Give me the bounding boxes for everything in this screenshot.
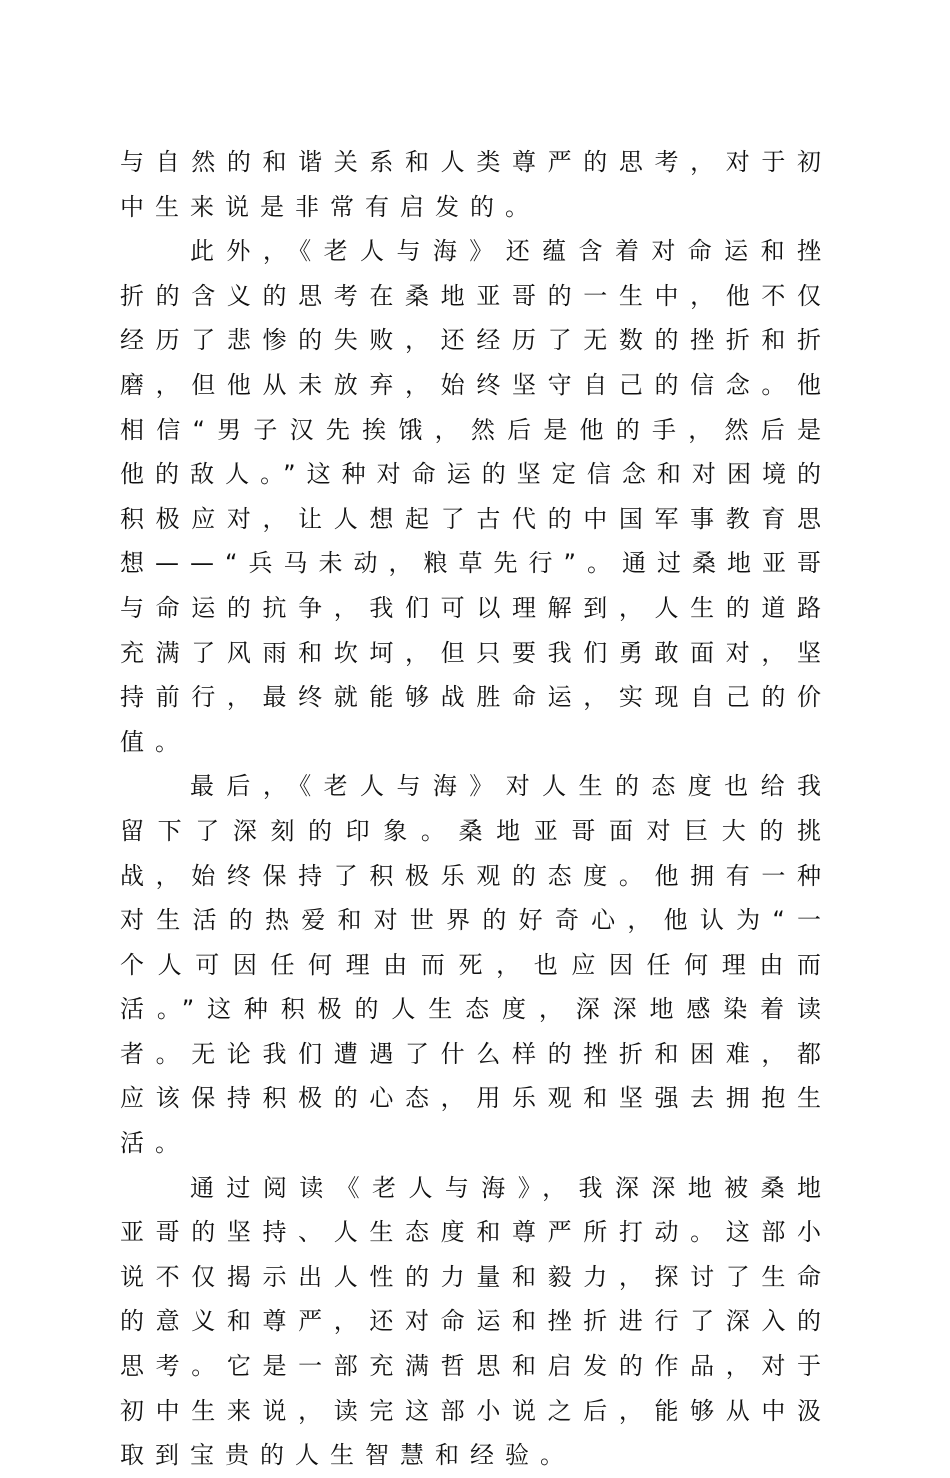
paragraph-fate-and-setbacks: 此外，《老人与海》还蕴含着对命运和挫折的含义的思考在桑地亚哥的一生中，他不仅经历了悲惨的失败，还经历了无数的挫折和折磨，但他从未放弃，始终坚守自己的信念。他相信“男子汉先挨饿，然后是他的手，然后是他的敌人。”这种对命运的坚定信念和对困境的积极应对，让人想起了古代的中国军事教育思想——“兵马未动，粮草先行”。通过桑地亚哥与命运的抗争，我们可以理解到，人生的道路充满了风雨和坎坷，但只要我们勇敢面对，坚持前行，最终就能够战胜命运，实现自己的价值。	[120, 237, 832, 756]
paragraph-continuation: 与自然的和谐关系和人类尊严的思考，对于初中生来说是非常有启发的。	[120, 148, 832, 221]
paragraph-conclusion: 通过阅读《老人与海》，我深深地被桑地亚哥的坚持、人生态度和尊严所打动。这部小说不仅揭示出人性的力量和毅力，探讨了生命的意义和尊严，还对命运和挫折进行了深入的思考。它是一部充满哲思和启发的作品，对于初中生来说，读完这部小说之后，能够从中汲取到宝贵的人生智慧和经验。	[120, 1173, 832, 1470]
document-body	[120, 140, 832, 1478]
paragraph-life-attitude: 最后，《老人与海》对人生的态度也给我留下了深刻的印象。桑地亚哥面对巨大的挑战，始终保持了积极乐观的态度。他拥有一种对生活的热爱和对世界的好奇心，他认为“一个人可因任何理由而死，也应因任何理由而活。”这种积极的人生态度，深深地感染着读者。无论我们遭遇了什么样的挫折和困难，都应该保持积极的心态，用乐观和坚强去拥抱生活。	[120, 772, 832, 1158]
